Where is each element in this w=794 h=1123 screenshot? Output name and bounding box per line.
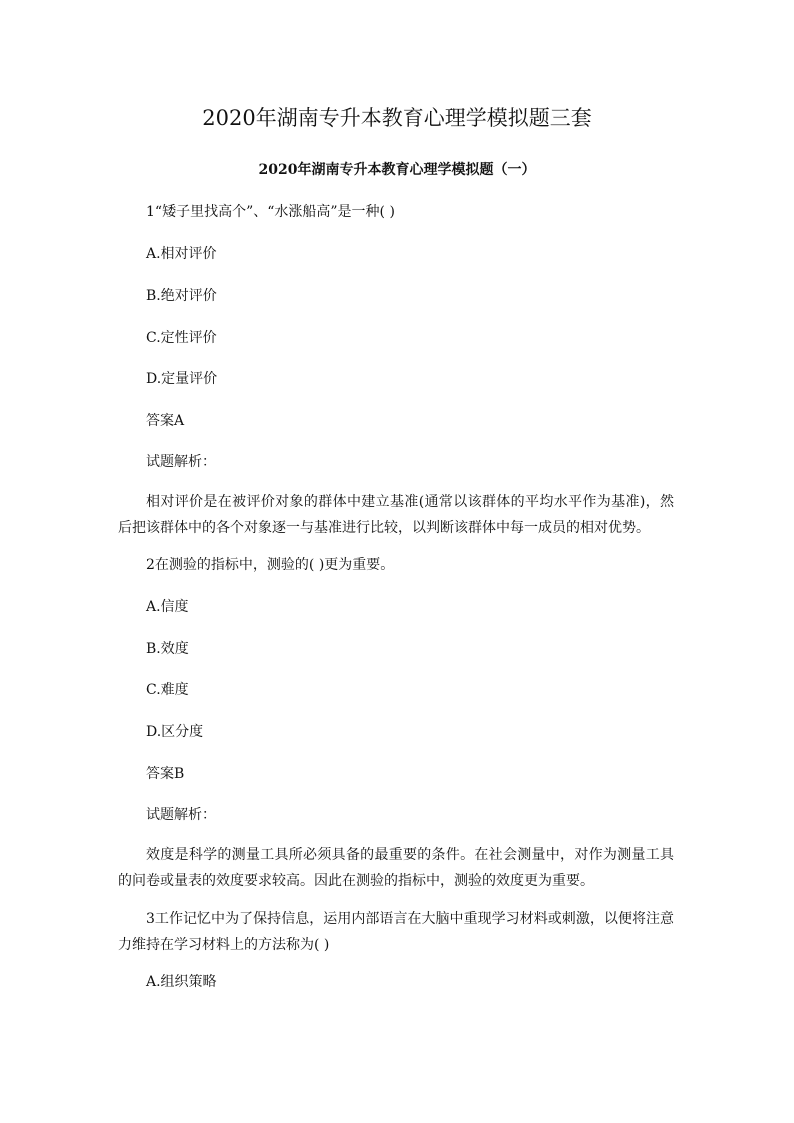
question-3-option-a: A.组织策略	[146, 974, 217, 990]
question-2-option-a: A.信度	[146, 599, 189, 615]
question-1-analysis: 相对评价是在被评价对象的群体中建立基准(通常以该群体的平均水平作为基准)，然后把该群体中的各个对象逐一与基准进行比较，以判断该群体中每一成员的相对优势。	[118, 494, 674, 536]
question-1-option-d: D.定量评价	[146, 371, 218, 387]
question-1-analysis-label: 试题解析：	[146, 454, 216, 470]
question-1-option-a: A.相对评价	[146, 246, 217, 262]
question-1-option-c: C.定性评价	[146, 330, 217, 346]
question-2-answer: 答案B	[146, 766, 185, 782]
question-3-stem: 3工作记忆中为了保持信息，运用内部语言在大脑中重现学习材料或刺激，以便将注意力维持在学习材料上的方法称为( )	[118, 911, 674, 953]
document-title: 2020年湖南专升本教育心理学模拟题三套	[202, 106, 592, 130]
question-2-option-b: B.效度	[146, 641, 189, 657]
question-2-option-d: D.区分度	[146, 724, 204, 740]
question-1-option-b: B.绝对评价	[146, 288, 217, 304]
question-2-analysis-label: 试题解析：	[146, 807, 216, 823]
question-2-stem: 2在测验的指标中，测验的( )更为重要。	[146, 557, 395, 573]
question-2-analysis: 效度是科学的测量工具所必须具备的最重要的条件。在社会测量中，对作为测量工具的问卷或量表的效度要求较高。因此在测验的指标中，测验的效度更为重要。	[118, 847, 674, 889]
question-2-option-c: C.难度	[146, 682, 189, 698]
document-subtitle: 2020年湖南专升本教育心理学模拟题（一）	[258, 162, 536, 178]
question-1-answer: 答案A	[146, 413, 185, 429]
question-1-stem: 1“矮子里找高个”、“水涨船高”是一种( )	[146, 204, 395, 220]
